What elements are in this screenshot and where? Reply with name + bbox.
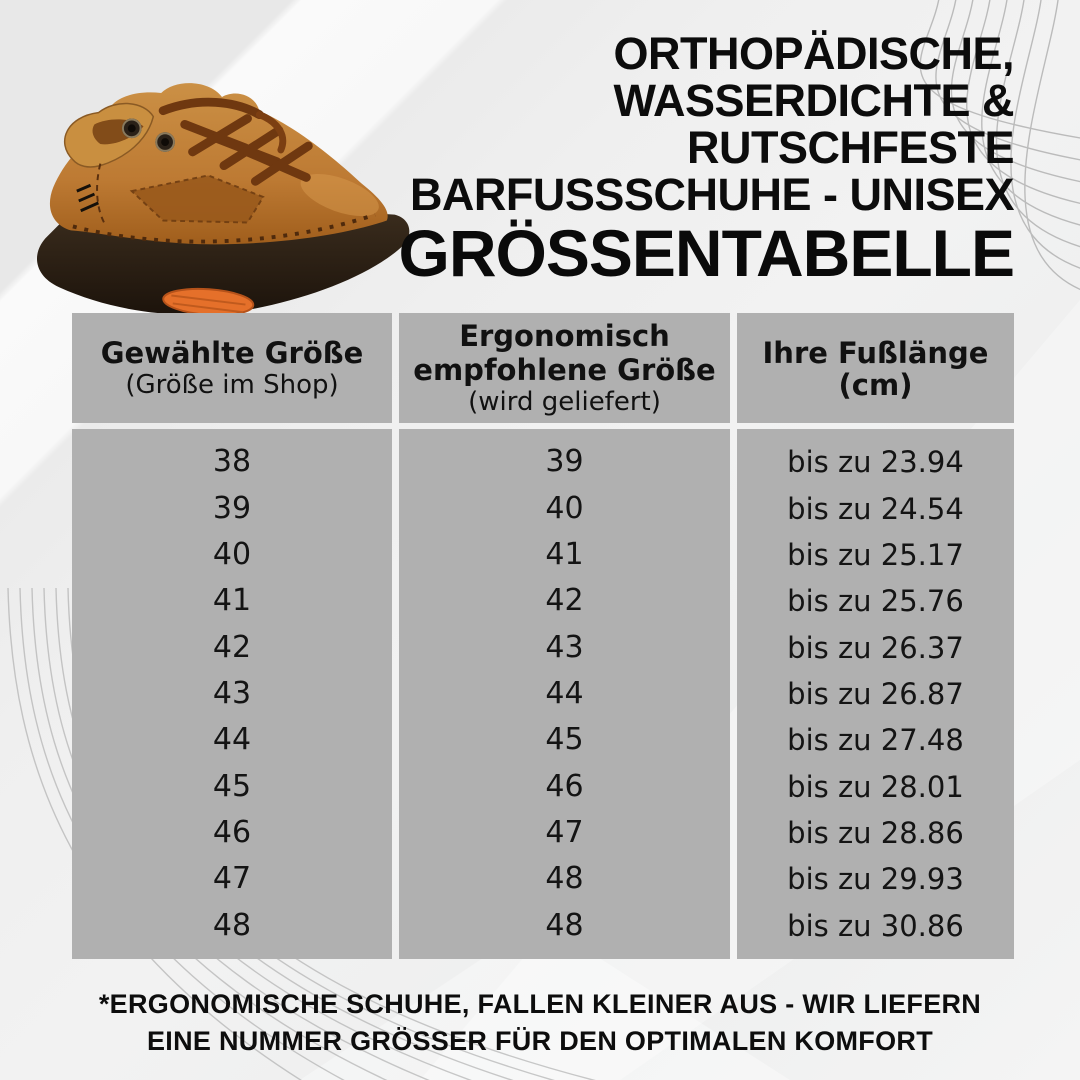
recommended-size-value: 41 [545, 536, 584, 572]
foot-length-value: bis zu 30.86 [787, 908, 964, 943]
header-foot-length [737, 313, 1014, 423]
headline-line-3: RUTSCHFESTE [686, 122, 1014, 173]
header-foot-length-title: Ihre Fußlänge [762, 335, 989, 370]
recommended-size-value: 48 [545, 907, 584, 943]
selected-size-value: 44 [212, 722, 252, 758]
foot-length-value: bis zu 28.01 [787, 769, 964, 804]
selected-size-value: 43 [212, 675, 252, 711]
headline-line-2: WASSERDICHTE & [613, 75, 1014, 126]
header-selected-size [72, 313, 392, 423]
foot-length-value: bis zu 26.37 [787, 630, 964, 665]
selected-size-value: 40 [212, 536, 252, 572]
header-selected-size-subtitle: (Größe im Shop) [125, 369, 339, 400]
boot-illustration [16, 64, 428, 332]
foot-length-value: bis zu 26.87 [787, 676, 964, 711]
selected-size-value: 38 [212, 444, 252, 480]
header-recommended-size [399, 313, 730, 423]
selected-size-value: 45 [212, 768, 252, 804]
page-title: GRÖSSENTABELLE [398, 216, 1014, 290]
selected-size-value: 47 [212, 861, 252, 897]
header-recommended-size-subtitle: (wird geliefert) [468, 386, 661, 417]
header-recommended-size-title: Ergonomisch empfohlene Größe [413, 318, 716, 387]
selected-size-value: 46 [212, 815, 252, 851]
column-foot-length [737, 429, 1014, 959]
product-image [16, 64, 428, 332]
selected-size-value: 42 [212, 629, 252, 665]
footer-note-line-2: EINE NUMMER GRÖSSER FÜR DEN OPTIMALEN KOMFORT [146, 1026, 933, 1056]
recommended-size-value: 45 [545, 722, 584, 758]
foot-length-value: bis zu 28.86 [787, 816, 964, 851]
recommended-size-value: 42 [545, 583, 584, 619]
headline-block [399, 30, 1014, 288]
foot-length-value: bis zu 25.76 [787, 584, 964, 619]
recommended-size-value: 43 [545, 629, 584, 665]
recommended-size-value: 46 [545, 768, 584, 804]
column-recommended-size [399, 429, 730, 959]
recommended-size-value: 39 [545, 444, 584, 480]
size-table [72, 313, 1014, 959]
size-table-header [72, 313, 1014, 423]
recommended-size-value: 44 [545, 675, 584, 711]
headline-line-4: BARFUSSSCHUHE - UNISEX [409, 169, 1014, 220]
foot-length-value: bis zu 24.54 [787, 491, 964, 526]
selected-size-value: 48 [212, 907, 252, 943]
foot-length-value: bis zu 27.48 [787, 723, 964, 758]
selected-size-value: 41 [212, 583, 252, 619]
headline-line-1: ORTHOPÄDISCHE, [613, 28, 1014, 79]
foot-length-value: bis zu 25.17 [787, 537, 964, 572]
footer-note [0, 986, 1080, 1060]
column-selected-size [72, 429, 392, 959]
selected-size-value: 39 [212, 490, 252, 526]
recommended-size-value: 48 [545, 861, 584, 897]
recommended-size-value: 47 [545, 815, 584, 851]
header-selected-size-title: Gewählte Größe [100, 335, 364, 370]
foot-length-value: bis zu 29.93 [787, 862, 964, 897]
header-foot-length-subtitle: (cm) [838, 367, 913, 402]
recommended-size-value: 40 [545, 490, 584, 526]
foot-length-value: bis zu 23.94 [787, 445, 964, 480]
footer-note-line-1: *ERGONOMISCHE SCHUHE, FALLEN KLEINER AUS - WIR LIEFERN [98, 989, 982, 1019]
size-table-body [72, 429, 1014, 959]
